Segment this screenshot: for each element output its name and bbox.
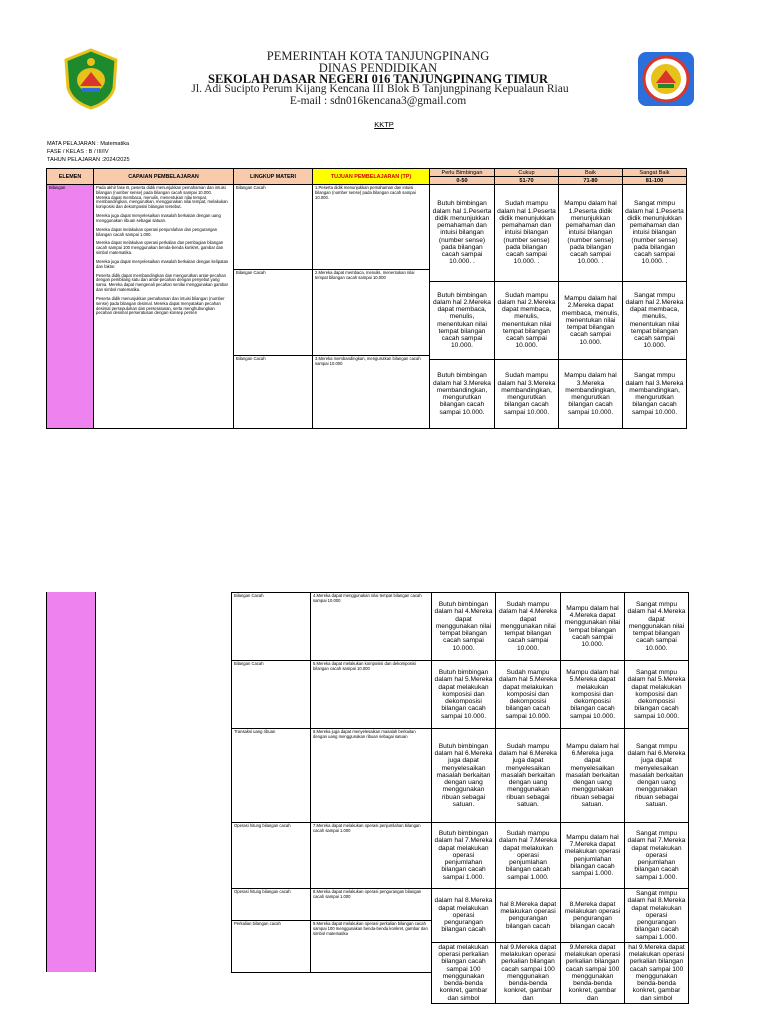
tujuan-cell: 8.Mereka dapat melakukan operasi pengurangan bilangan cacah sampai 1.000	[311, 889, 432, 921]
rubric-cell: Sangat mmpu dalam hal 7.Mereka dapat melakukan operasi penjumlahan bilangan cacah sampai 1.000.	[625, 823, 689, 889]
header-line-1: PEMERINTAH KOTA TANJUNGPINANG	[266, 49, 490, 63]
lingkup-cell: Bilangan Cacah	[234, 270, 313, 356]
capaian-paragraph: Mereka juga dapat menyelesaikan masalah berkaitan dengan uang menggunakan ribuan sebagai satuan.	[96, 213, 221, 223]
rubric-cell: Butuh bimbingan dalam hal 2.Mereka dapat membaca, menulis, menentukan nilai tempat bilangan cacah sampai 10.000.	[430, 282, 495, 360]
rubric-cell: Butuh bimbingan dalam hal 6.Mereka juga dapat menyelesaikan masalah berkaitan dengan uang menggunakan ribuan sebagai satuan.	[432, 729, 496, 823]
rubric-cell: dalam hal 8.Mereka dapat melakukan operasi pengurangan bilangan cacah	[432, 889, 496, 943]
header-line-2: DINAS PENDIDIKAN	[318, 61, 438, 75]
rubric-cell: Sangat mmpu dalam hal 3.Mereka membandingkan, mengurutkan bilangan cacah sampai 10.000.	[623, 360, 687, 429]
header-level-cukup: Cukup	[495, 169, 559, 177]
header-line-5: E-mail : sdn016kencana3@gmail.com	[289, 95, 467, 107]
rubric-cell: Sudah mampu dalam hal 4.Mereka dapat menggunakan nilai tempat bilangan cacah sampai 10.000.	[496, 593, 561, 661]
header-range: 0-50	[430, 177, 495, 185]
header-level-sangat-baik: Sangat Baik	[623, 169, 687, 177]
rubric-cell: Sangat mmpu dalam hal 5.Mereka dapat melakukan komposisi dan dekomposisi bilangan cacah sampai 10.000.	[625, 661, 689, 729]
meta-tahun-pelajaran: TAHUN PELAJARAN :2024/2025	[47, 157, 130, 164]
rubric-cell: Butuh bimbingan dalam hal 3.Mereka membandingkan, mengurutkan bilangan cacah sampai 10.000.	[430, 360, 495, 429]
tujuan-cell: 1.Peserta didik menunjukkan pemahaman dan intuisi bilangan (number sense) pada bilangan cacah sampai 10.000.	[313, 185, 430, 270]
rubric-cell: Sangat mmpu dalam hal 6.Mereka juga dapat menyelesaikan masalah berkaitan dengan uang menggunakan ribuan sebagai satuan.	[625, 729, 689, 823]
capaian-paragraph: Mereka dapat melakukan operasi penjumlahan dan pengurangan bilangan cacah sampai 1.000.	[96, 226, 218, 237]
tujuan-cell: 9.Mereka dapat melakukan operasi perkalian bilangan cacah sampai 100 menggunakan benda-benda konkret, gambar dan simbol matematika	[311, 921, 432, 973]
lingkup-cell: Operasi hitung bilangan cacah	[232, 889, 311, 921]
rubric-cell: Sudah mampu dalam hal 3.Mereka membandingkan, mengurutkan bilangan cacah sampai 10.000.	[495, 360, 559, 429]
capaian-paragraph: Peserta didik dapat membandingkan dan mengurutkan antar-pecahan dengan pembilang satu dan antar-pecahan dengan penyebut yang sama. Mereka dapat mengenali pecahan senilai menggunakan gambar dan simbol matematika.	[96, 272, 228, 293]
rubric-cell: Sangat mmpu dalam hal 2.Mereka dapat membaca, menulis, menentukan nilai tempat bilangan cacah sampai 10.000.	[623, 282, 687, 360]
rubric-cell: Mampu dalam hal 4.Mereka dapat menggunakan nilai tempat bilangan cacah sampai 10.000.	[561, 593, 625, 661]
rubric-cell: hal 9.Mereka dapat melakukan operasi perkalian bilangan cacah sampai 100 menggunakan benda-benda konkret, gambar dan simbol	[625, 942, 689, 1003]
header-range: 71-80	[559, 177, 623, 185]
rubric-cell: 8.Mereka dapat melakukan operasi pengurangan bilangan cacah	[561, 889, 625, 943]
rubric-cell: dapat melakukan operasi perkalian bilangan cacah sampai 100 menggunakan benda-benda konkret, gambar dan simbol	[432, 942, 496, 1003]
capaian-paragraph: Peserta didik menunjukkan pemahaman dan intuisi bilangan (number sense) pada bilangan desimal. Mereka dapat menyatakan pecahan desimal persepuluhan dan perseratusan, serta menghubungkan pecahan desimal perseratusan dengan konsep persen	[96, 295, 225, 316]
header-elemen: ELEMEN	[47, 169, 94, 185]
rubric-cell: Sudah mampu dalam hal 6.Mereka juga dapat menyelesaikan masalah berkaitan dengan uang menggunakan ribuan sebagai satuan.	[496, 729, 561, 823]
tujuan-cell: 7.Mereka dapat melakukan operasi penjumlahan bilangan cacah sampai 1.000	[311, 823, 432, 889]
rubric-cell: Mampu dalam hal 3.Mereka membandingkan, mengurutkan bilangan cacah sampai 10.000.	[559, 360, 623, 429]
rubric-cell: Mampu dalam hal 5.Mereka dapat melakukan komposisi dan dekomposisi bilangan cacah sampai 10.000.	[561, 661, 625, 729]
lingkup-cell: Bilangan Cacah	[234, 185, 313, 270]
capaian-cell	[94, 185, 234, 429]
rubric-cell: Sangat mmpu dalam hal 1.Peserta didik menunjukkan pemahaman dan intuisi bilangan (number sense) pada bilangan cacah sampai 10.000. .	[623, 185, 687, 282]
document-title: KKTP	[374, 120, 394, 129]
rubric-cell: Butuh bimbingan dalam hal 4.Mereka dapat menggunakan nilai tempat bilangan cacah sampai 10.000.	[432, 593, 496, 661]
header-level-perlu-bimbingan: Perlu Bimbingan	[430, 169, 495, 177]
header-range: 51-70	[495, 177, 559, 185]
rubric-cell: 9.Mereka dapat melakukan operasi perkalian bilangan cacah sampai 100 menggunakan benda-benda konkret, gambar dan	[561, 942, 625, 1003]
elemen-cell	[47, 185, 94, 429]
rubric-cell: Butuh bimbingan dalam hal 5.Mereka dapat melakukan komposisi dan dekomposisi bilangan cacah sampai 10.000.	[432, 661, 496, 729]
meta-block	[47, 140, 347, 164]
lingkup-cell: Bilangan Cacah	[232, 661, 311, 729]
kktp-left-table-page1	[46, 168, 430, 429]
rubric-cell: Sudah mampu dalam hal 1.Peserta didik menunjukkan pemahaman dan intuisi bilangan (number sense) pada bilangan cacah sampai 10.000. .	[495, 185, 559, 282]
lingkup-cell: Perkalian bilangan cacah	[232, 921, 311, 973]
kktp-right-table-page2	[431, 592, 689, 1004]
city-emblem-logo	[60, 48, 122, 110]
kktp-left-table-page2	[231, 592, 432, 973]
elemen-continuation-band	[46, 592, 96, 972]
header-line-3: SEKOLAH DASAR NEGERI 016 TANJUNGPINANG TIMUR	[208, 72, 548, 86]
rubric-cell: Butuh bimbingan dalam hal 7.Mereka dapat melakukan operasi penjumlahan bilangan cacah sampai 1.000.	[432, 823, 496, 889]
tujuan-cell: 5.Mereka dapat melakukan komposisi dan dekomposisi bilangan cacah sampai 10.000	[311, 661, 432, 729]
lingkup-cell: Operasi hitung bilangan cacah	[232, 823, 311, 889]
header-lingkup: LINGKUP MATERI	[234, 169, 313, 185]
rubric-cell: Mampu dalam hal 6.Mereka juga dapat menyelesaikan masalah berkaitan dengan uang menggunakan ribuan sebagai satuan.	[561, 729, 625, 823]
rubric-cell: Mampu dalam hal 7.Mereka dapat melakukan operasi penjumlahan bilangan cacah sampai 1.000.	[561, 823, 625, 889]
rubric-cell: Sangat mmpu dalam hal 8.Mereka dapat melakukan operasi pengurangan bilangan cacah sampai 1.000.	[625, 889, 689, 943]
rubric-cell: Sudah mampu dalam hal 5.Mereka dapat melakukan komposisi dan dekomposisi bilangan cacah sampai 10.000.	[496, 661, 561, 729]
meta-mata-pelajaran: MATA PELAJARAN : Matematika	[47, 141, 130, 147]
kktp-right-table-page1	[429, 168, 687, 429]
header-capaian: CAPAIAN PEMBELAJARAN	[94, 169, 234, 185]
rubric-cell: Sangat mmpu dalam hal 4.Mereka dapat menggunakan nilai tempat bilangan cacah sampai 10.000.	[625, 593, 689, 661]
capaian-paragraph: Mereka dapat membaca, menulis, menentukan nilai tempat, membandingkan, mengurutkan, menggunakan nilai tempat, melakukan komposisi dan dekomposisi bilangan tersebut.	[96, 194, 228, 210]
capaian-paragraph: Pada akhir fase B, peserta didik menunjukkan pemahaman dan intuisi bilangan (number sense) pada bilangan cacah sampai 10.000.	[96, 185, 226, 195]
rubric-cell: Sudah mampu dalam hal 2.Mereka dapat membaca, menulis, menentukan nilai tempat bilangan cacah sampai 10.000.	[495, 282, 559, 360]
rubric-cell: Sudah mampu dalam hal 7.Mereka dapat melakukan operasi penjumlahan bilangan cacah sampai 1.000.	[496, 823, 561, 889]
lingkup-cell: Transaksi uang ribuan	[232, 729, 311, 823]
rubric-cell: Mampu dalam hal 1.Peserta didik menunjukkan pemahaman dan intuisi bilangan (number sense) pada bilangan cacah sampai 10.000. .	[559, 185, 623, 282]
lingkup-cell: Bilangan Cacah	[234, 356, 313, 429]
header-tujuan: TUJUAN PEMBELAJARAN (TP)	[313, 169, 430, 185]
header-line-4: Jl. Adi Sucipto Perum Kijang Kencana III Blok B Tanjungpinang Kepualaun Riau	[191, 83, 569, 95]
lingkup-cell: Bilangan Cacah	[232, 593, 311, 661]
elemen-label: Bilangan	[49, 185, 66, 190]
school-emblem-logo	[636, 50, 696, 108]
rubric-cell: Mampu dalam hal 2.Mereka dapat membaca, menulis, menentukan nilai tempat bilangan cacah sampai 10.000.	[559, 282, 623, 360]
tujuan-cell: 2.Mereka dapat membaca, menulis, menentukan nilai tempat bilangan cacah sampai 10.000	[313, 270, 430, 356]
rubric-cell: hal 9.Mereka dapat melakukan operasi perkalian bilangan cacah sampai 100 menggunakan benda-benda konkret, gambar dan	[496, 942, 561, 1003]
tujuan-cell: 6.Mereka juga dapat menyelesaikan masalah berkaitan dengan uang menggunakan ribuan sebagai satuan	[311, 729, 432, 823]
meta-fase-kelas: FASE / KELAS : B / III/IV	[47, 149, 109, 156]
capaian-paragraph: Mereka dapat melakukan operasi perkalian dan pembagian bilangan cacah sampai 100 menggunakan benda-benda konkret, gambar dan simbol matematika.	[96, 240, 224, 256]
rubric-cell: Butuh bimbingan dalam hal 1.Peserta didik menunjukkan pemahaman dan intuisi bilangan (number sense) pada bilangan cacah sampai 10.000. .	[430, 185, 495, 282]
header-level-baik: Baik	[559, 169, 623, 177]
rubric-cell: hal 8.Mereka dapat melakukan operasi pengurangan bilangan cacah	[496, 889, 561, 943]
tujuan-cell: 3.Mereka membandingkan, mengurutkan bilangan cacah sampai 10.000	[313, 356, 430, 429]
capaian-paragraph: Mereka juga dapat menyelesaikan masalah berkaitan dengan kelipatan dan faktor.	[96, 258, 229, 269]
tujuan-cell: 4.Mereka dapat menggunakan nilai tempat bilangan cacah sampai 10.000	[311, 593, 432, 661]
header-range: 81-100	[623, 177, 687, 185]
